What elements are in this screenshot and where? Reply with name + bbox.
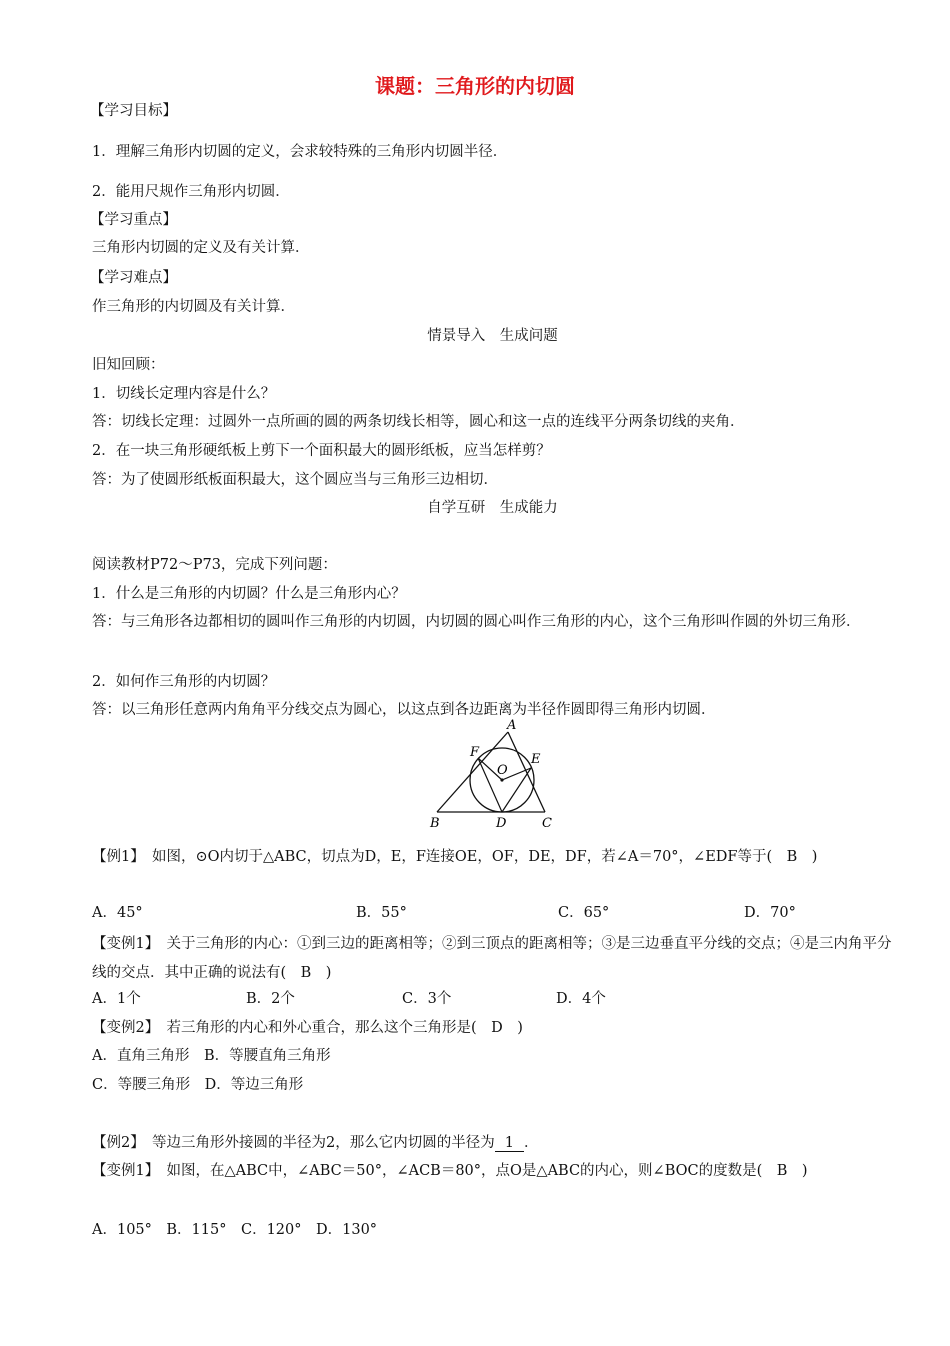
study-answer-1: 答：与三角形各边都相切的圆叫作三角形的内切圆，内切圆的圆心叫作三角形的内心，这个三角形叫作圆的外切三角形． <box>92 614 861 630</box>
section-heading-self-study: 自学互研 生成能力 <box>427 500 558 516</box>
study-question-1: 1．什么是三角形的内切圆？什么是三角形内心？ <box>92 586 406 602</box>
page-title: 课题：三角形的内切圆 <box>375 74 575 98</box>
example-1-option-b: B．55° <box>356 905 407 921</box>
review-label: 旧知回顾： <box>92 357 165 373</box>
review-answer-2: 答：为了使圆形纸板面积最大，这个圆应当与三角形三边相切． <box>92 472 498 488</box>
difficulty-text: 作三角形的内切圆及有关计算． <box>92 299 295 315</box>
key-header: 【学习重点】 <box>90 212 177 228</box>
center-point <box>500 778 503 781</box>
goals-header: 【学习目标】 <box>90 103 177 119</box>
label-b: B <box>430 816 440 831</box>
review-question-2: 2．在一块三角形硬纸板上剪下一个面积最大的圆形纸板，应当怎样剪？ <box>92 443 551 459</box>
incircle-figure <box>425 718 565 833</box>
variant-1-stem: 【变例1】 关于三角形的内心：①到三边的距离相等；②到三顶点的距离相等；③是三边垂直平分线的交点；④是三内角平分线的交点．其中正确的说法有( B ) <box>92 936 892 981</box>
study-answer-2: 答：以三角形任意两内角角平分线交点为圆心，以这点到各边距离为半径作圆即得三角形内切圆． <box>92 702 716 718</box>
label-o: O <box>497 763 508 778</box>
variant-2-stem: 【变例2】 若三角形的内心和外心重合，那么这个三角形是( D ) <box>92 1020 523 1036</box>
variant-3-options: A．105° B．115° C．120° D．130° <box>92 1222 378 1238</box>
review-answer-1: 答：切线长定理：过圆外一点所画的圆的两条切线长相等，圆心和这一点的连线平分两条切线的夹角． <box>92 414 745 430</box>
example-2-answer-blank: 1 <box>495 1135 524 1152</box>
example-2-end: ． <box>523 1135 539 1151</box>
key-text: 三角形内切圆的定义及有关计算． <box>92 240 310 256</box>
variant-1-option-c: C．3个 <box>402 991 452 1007</box>
goal-2: 2．能用尺规作三角形内切圆． <box>92 184 290 200</box>
label-c: C <box>542 816 552 831</box>
study-question-2: 2．如何作三角形的内切圆？ <box>92 674 276 690</box>
example-1-option-a: A．45° <box>92 905 143 921</box>
review-question-1: 1．切线长定理内容是什么？ <box>92 386 276 402</box>
label-a: A <box>507 718 517 733</box>
reading-instruction: 阅读教材P72～P73，完成下列问题： <box>92 557 337 573</box>
example-2-stem: 【例2】 等边三角形外接圆的半径为2，那么它内切圆的半径为 <box>92 1135 495 1151</box>
variant-2-options-cd: C．等腰三角形 D．等边三角形 <box>92 1077 304 1093</box>
difficulty-header: 【学习难点】 <box>90 270 177 286</box>
variant-1-option-d: D．4个 <box>556 991 606 1007</box>
variant-1-option-b: B．2个 <box>246 991 295 1007</box>
section-heading-intro: 情景导入 生成问题 <box>427 328 558 344</box>
variant-2-options-ab: A．直角三角形 B．等腰直角三角形 <box>92 1048 331 1064</box>
goal-1: 1．理解三角形内切圆的定义，会求较特殊的三角形内切圆半径． <box>92 144 508 160</box>
example-1-option-c: C．65° <box>558 905 610 921</box>
label-d: D <box>496 816 507 831</box>
example-2-line <box>92 1133 538 1153</box>
variant-3-stem: 【变例1】 如图，在△ABC中，∠ABC＝50°，∠ACB＝80°，点O是△ABC的内心，则∠BOC的度数是( B ) <box>92 1163 808 1179</box>
variant-1-option-a: A．1个 <box>92 991 141 1007</box>
example-1-stem: 【例1】 如图，⊙O内切于△ABC，切点为D，E，F连接OE，OF，DE，DF，若∠A＝70°，∠EDF等于( B ) <box>92 849 818 865</box>
label-e: E <box>531 752 541 767</box>
label-f: F <box>470 745 480 760</box>
example-1-option-d: D．70° <box>744 905 796 921</box>
